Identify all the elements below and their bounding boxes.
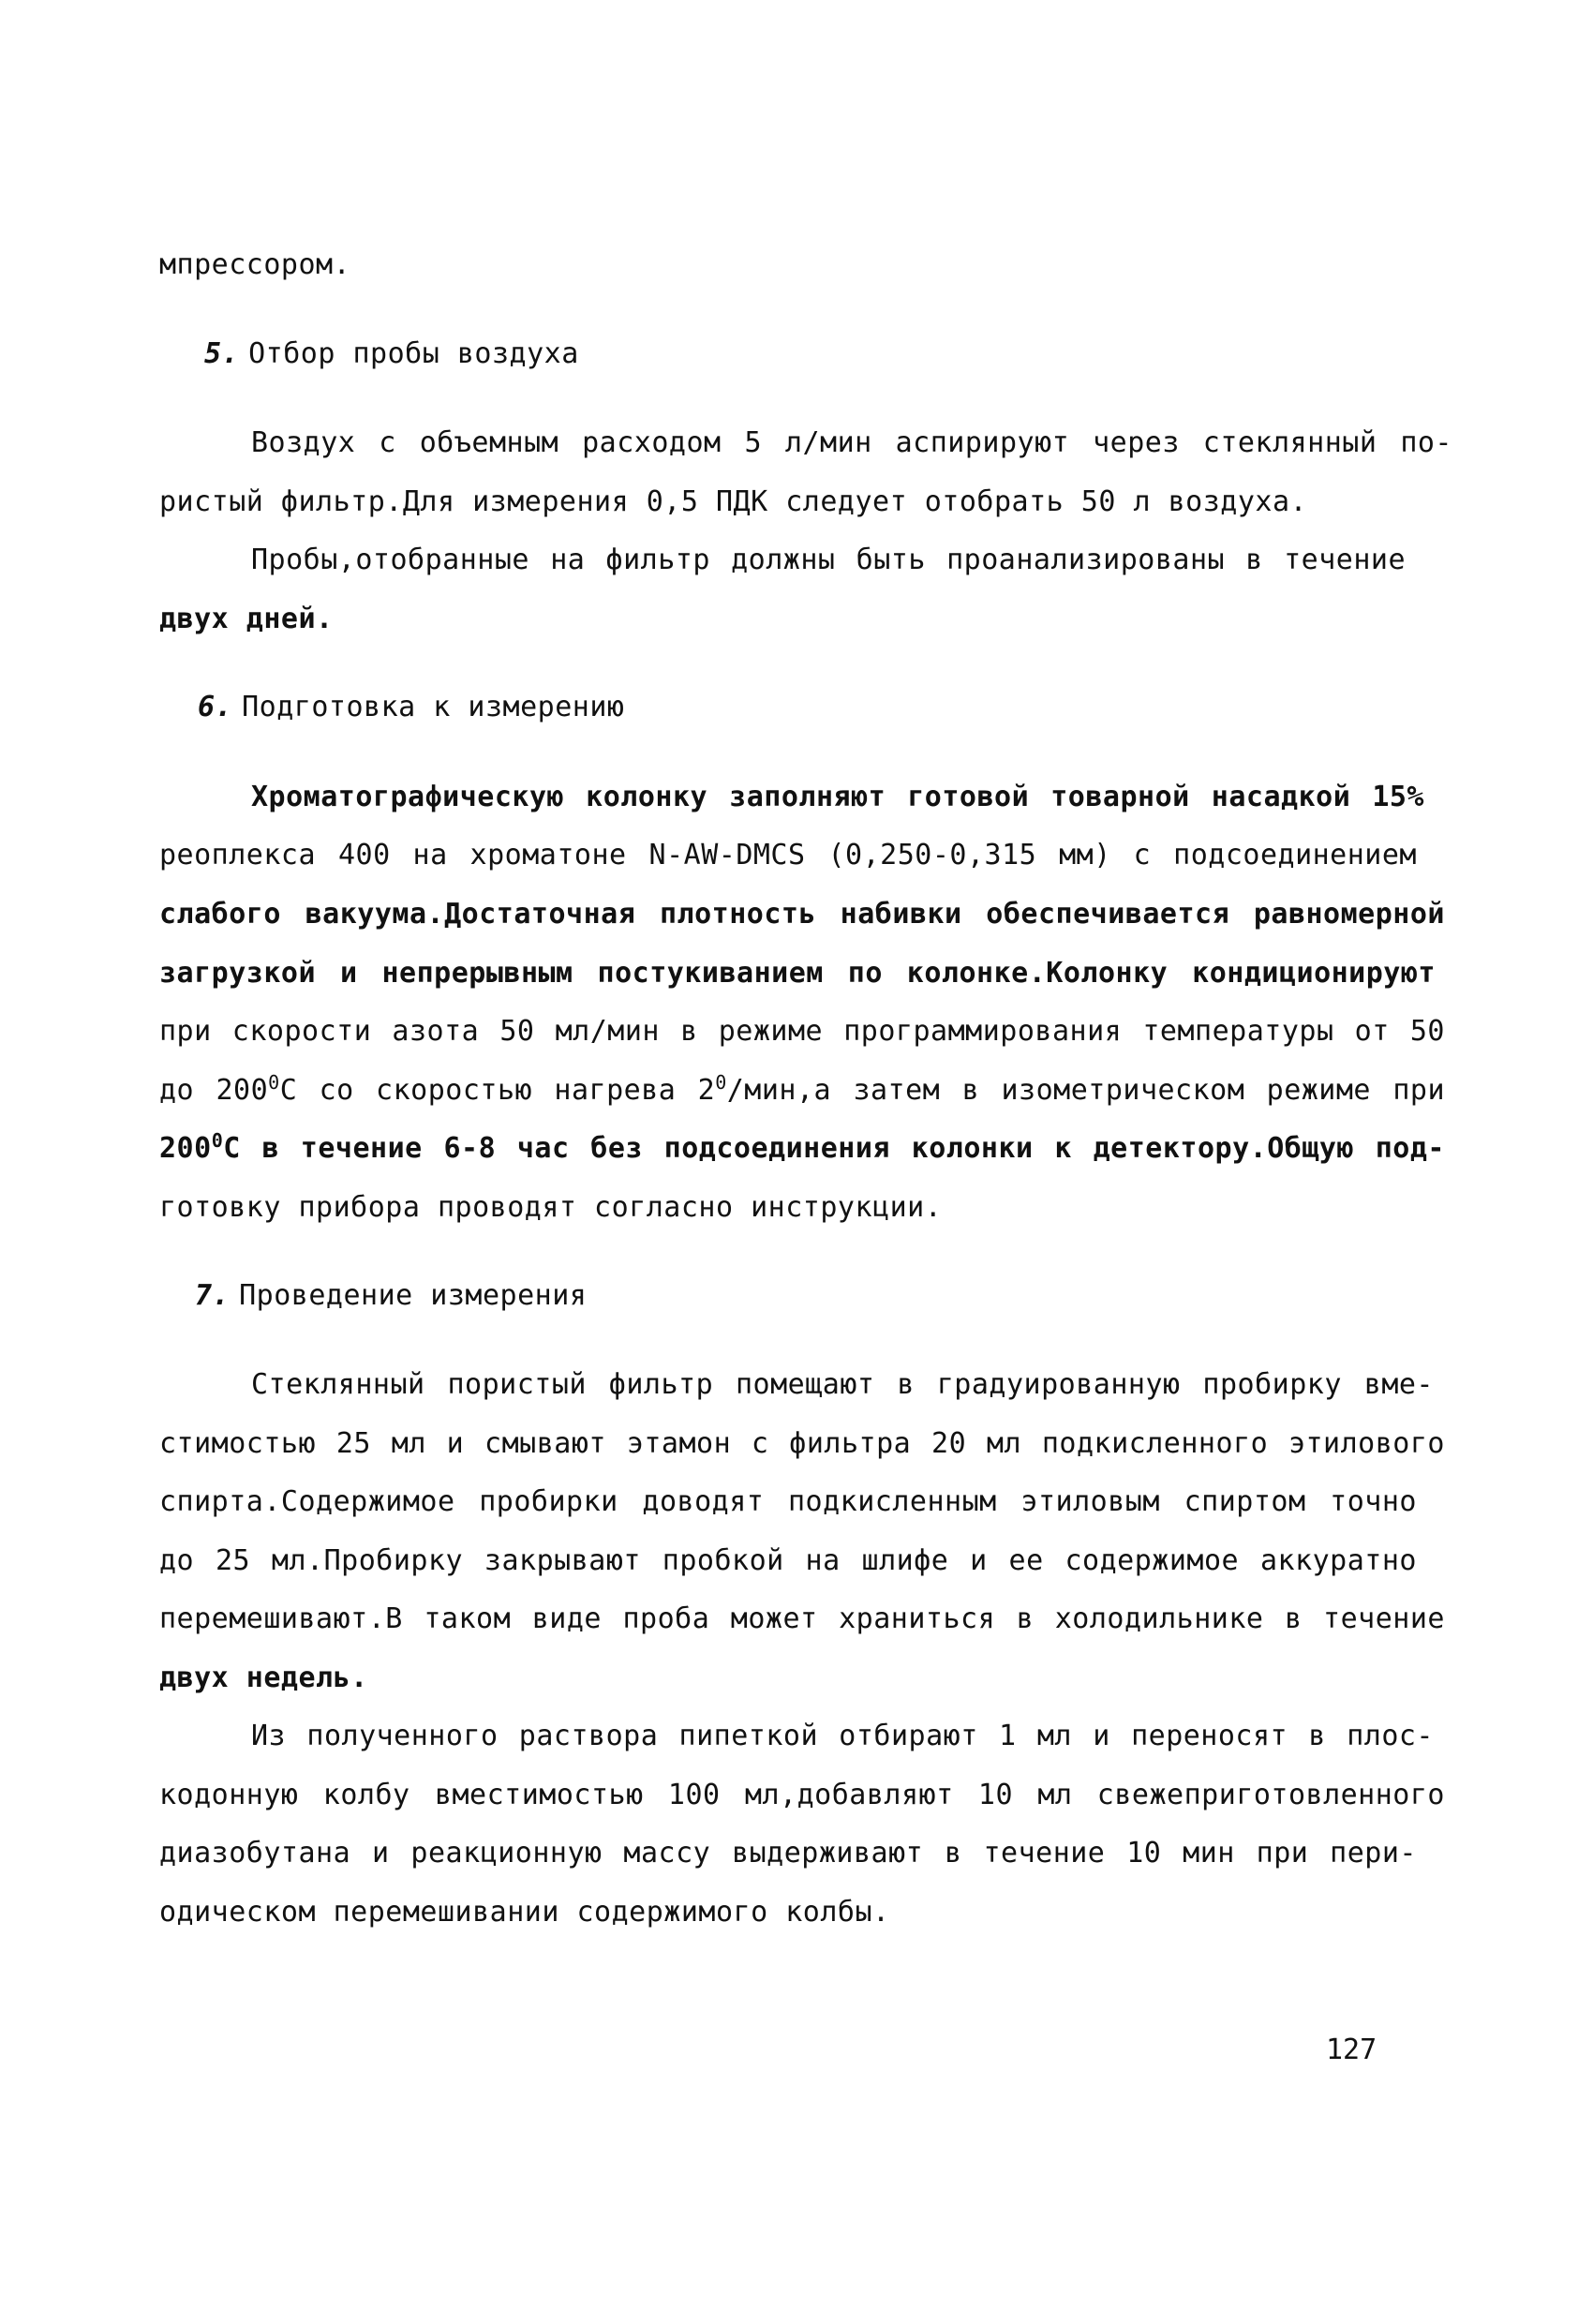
text-line: до 25 мл.Пробирку закрывают пробкой на шлифе и ее содержимое аккуратно (159, 1544, 1417, 1577)
text-line: Хроматографическую колонку заполняют готовой товарной насадкой 15% (251, 781, 1424, 813)
section-heading-7 (195, 1277, 1488, 1315)
section-title: Подготовка к измерению (242, 691, 625, 723)
section-number: 5. (204, 337, 240, 370)
text-line: перемешивают.В таком виде проба может храниться в холодильнике в течение (159, 1602, 1445, 1635)
text-line (159, 1130, 1445, 1168)
section-title: Проведение измерения (239, 1279, 588, 1312)
text-line: диазобутана и реакционную массу выдерживают в течение 10 мин при пери- (159, 1837, 1417, 1870)
text-line: мпрессором. (159, 248, 351, 281)
text-line (159, 1072, 1445, 1110)
section-number: 6. (198, 691, 233, 723)
text-line: одическом перемешивании содержимого колбы. (159, 1896, 890, 1929)
text-fragment: С со скоростью нагрева 2 (279, 1074, 716, 1107)
section-heading-6 (198, 689, 1491, 726)
text-line: спирта.Содержимое пробирки доводят подкисленным этиловым спиртом точно (159, 1485, 1417, 1518)
section-title: Отбор пробы воздуха (248, 337, 579, 370)
text-line: Стеклянный пористый фильтр помещают в градуированную пробирку вме- (251, 1368, 1434, 1401)
text-fragment: до 200 (159, 1074, 269, 1107)
text-line: слабого вакуума.Достаточная плотность набивки обеспечивается равномерной (159, 898, 1445, 931)
text-line: готовку прибора проводят согласно инструкции. (159, 1191, 943, 1224)
text-fragment: С в течение 6-8 час без подсоединения колонки к детектору.Общую под- (223, 1132, 1445, 1165)
superscript: 0 (268, 1071, 280, 1094)
text-line: загрузкой и непрерывным постукиванием по колонке.Колонку кондиционируют (159, 957, 1436, 990)
text-fragment: 200 (159, 1132, 212, 1165)
text-line: кодонную колбу вместимостью 100 мл,добавляют 10 мл свежеприготовленного (159, 1779, 1445, 1811)
page-number: 127 (1326, 2034, 1377, 2066)
section-heading-5 (204, 335, 1497, 373)
text-line: двух недель. (159, 1661, 368, 1694)
text-line: Воздух с объемным расходом 5 л/мин аспирируют через стеклянный по- (251, 426, 1452, 459)
text-line: реоплекса 400 на хроматоне N-AW-DMCS (0,250-0,315 мм) с подсоединением (159, 839, 1417, 872)
text-line: ристый фильтр.Для измерения 0,5 ПДК следует отобрать 50 л воздуха. (159, 485, 1308, 518)
superscript: 0 (211, 1129, 224, 1152)
section-number: 7. (195, 1279, 231, 1312)
text-line: Пробы,отобранные на фильтр должны быть проанализированы в течение (251, 544, 1406, 576)
text-line: Из полученного раствора пипеткой отбирают 1 мл и переносят в плос- (251, 1720, 1434, 1752)
text-line: при скорости азота 50 мл/мин в режиме программирования температуры от 50 (159, 1015, 1445, 1048)
text-fragment: /мин,а затем в изометрическом режиме при (726, 1074, 1445, 1107)
text-line: двух дней. (159, 603, 334, 635)
text-line: стимостью 25 мл и смывают этамон с фильтра 20 мл подкисленного этилового (159, 1427, 1445, 1460)
superscript: 0 (715, 1071, 727, 1094)
